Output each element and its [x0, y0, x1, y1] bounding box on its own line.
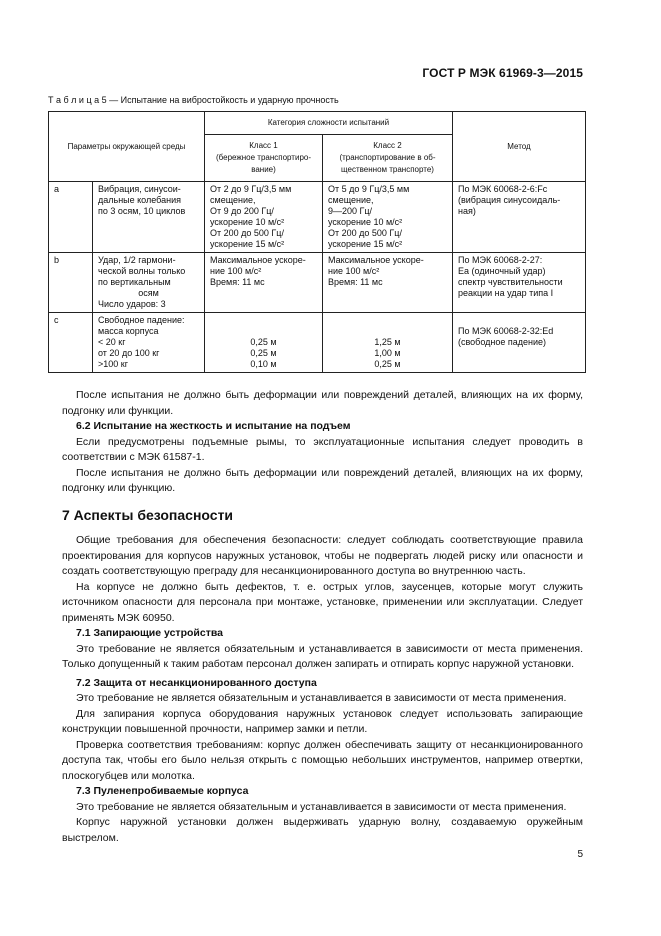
row-class1: 0,25 м 0,25 м 0,10 м	[205, 313, 323, 373]
header-class2: Класс 2 (транспортирование в об- щественном транспорте)	[323, 135, 453, 182]
row-class2: 1,25 м 1,00 м 0,25 м	[323, 313, 453, 373]
row-param: Удар, 1/2 гармони- ческой волны только по вертикальным осям Число ударов: 3	[93, 253, 205, 313]
paragraph: На корпусе не должно быть дефектов, т. е. острых углов, заусенцев, которые могут служить источником опасности для персонала при монтаже, установке, применении или эксплуатации. Следует применять МЭК 60950.	[62, 580, 583, 624]
paragraph: После испытания не должно быть деформации или повреждений деталей, влияющих на их форму, подгонку или функцию.	[62, 466, 583, 494]
row-id: c	[49, 313, 93, 373]
heading-7-1: 7.1 Запирающие устройства	[76, 627, 223, 639]
paragraph: Это требование не является обязательным и устанавливается в зависимости от места применения.	[76, 800, 567, 813]
row-method: По МЭК 60068-2-32:Ed (свободное падение)	[453, 313, 586, 373]
row-class1: Максимальное ускоре- ние 100 м/с² Время: 11 мс	[205, 253, 323, 313]
paragraph: Корпус наружной установки должен выдерживать ударную волну, создаваемую оружейным выстрелом.	[62, 816, 583, 844]
body-text	[62, 388, 583, 846]
heading-7-2: 7.2 Защита от несанкционированного доступа	[76, 676, 317, 689]
table-caption: Т а б л и ц а 5 — Испытание на вибростойкость и ударную прочность	[48, 95, 339, 105]
header-category: Категория сложности испытаний	[205, 112, 453, 135]
row-param: Вибрация, синусои- дальные колебания по 3 осям, 10 циклов	[93, 182, 205, 253]
heading-7: 7 Аспекты безопасности	[62, 506, 234, 523]
paragraph: Проверка соответствия требованиям: корпус должен обеспечивать защиту от несанкционированного доступа так, чтобы его было нельзя открыть с помощью небольших инструментов, например отвертки, плоскогубцев или молотка.	[62, 738, 583, 782]
paragraph: Это требование не является обязательным и устанавливается в зависимости от места применения.	[76, 692, 567, 704]
row-method: По МЭК 60068-2-27: Еа (одиночный удар) спектр чувствительности реакции на удар типа I	[453, 253, 586, 313]
row-class2: От 5 до 9 Гц/3,5 мм смещение, 9—200 Гц/ ускорение 10 м/с² От 200 до 500 Гц/ ускорение 15 м/с²	[323, 182, 453, 253]
paragraph: Общие требования для обеспечения безопасности: следует соблюдать соответствующие правила проектирования для корпусов наружных установок, чтобы не подвергать людей риску или опасности и создать соответствующую преграду для несанкционированного доступа во внутреннюю часть.	[62, 534, 583, 577]
paragraph: Для запирания корпуса оборудования наружных установок следует использовать запирающие конструкции повышенной прочности, например замки и петли.	[62, 707, 583, 735]
row-class1: От 2 до 9 Гц/3,5 мм смещение, От 9 до 200 Гц/ ускорение 10 м/с² От 200 до 500 Гц/ ускорение 15 м/с²	[205, 182, 323, 253]
row-class2: Максимальное ускоре- ние 100 м/с² Время: 11 мс	[323, 253, 453, 313]
table-row	[49, 253, 586, 313]
paragraph: После испытания не должно быть деформации или повреждений деталей, влияющих на их форму, подгонку или функции.	[62, 389, 583, 417]
row-id: a	[49, 182, 93, 253]
row-param: Свободное падение: масса корпуса < 20 кг от 20 до 100 кг >100 кг	[93, 313, 205, 373]
paragraph: Это требование не является обязательным и устанавливается в зависимости от места применения. Только допущенный к таким работам персонал должен запирать и отпирать корпус наружной установки.	[62, 642, 583, 670]
row-id: b	[49, 253, 93, 313]
table-row	[49, 313, 586, 373]
page-number: 5	[577, 849, 583, 860]
document-id: ГОСТ Р МЭК 61969-3—2015	[422, 66, 583, 80]
header-class1: Класс 1 (бережное транспортиро- вание)	[205, 135, 323, 182]
row-method: По МЭК 60068-2-6:Fc (вибрация синусоидаль- ная)	[453, 182, 586, 253]
header-params: Параметры окружающей среды	[49, 112, 205, 182]
heading-6-2: 6.2 Испытание на жесткость и испытание на подъем	[76, 420, 351, 432]
table-row	[49, 182, 586, 253]
paragraph: Если предусмотрены подъемные рымы, то эксплуатационные испытания следует проводить в соответствии с МЭК 61587-1.	[62, 435, 583, 463]
heading-7-3: 7.3 Пуленепробиваемые корпуса	[76, 785, 249, 797]
header-method: Метод	[453, 112, 586, 182]
test-table	[48, 111, 586, 373]
